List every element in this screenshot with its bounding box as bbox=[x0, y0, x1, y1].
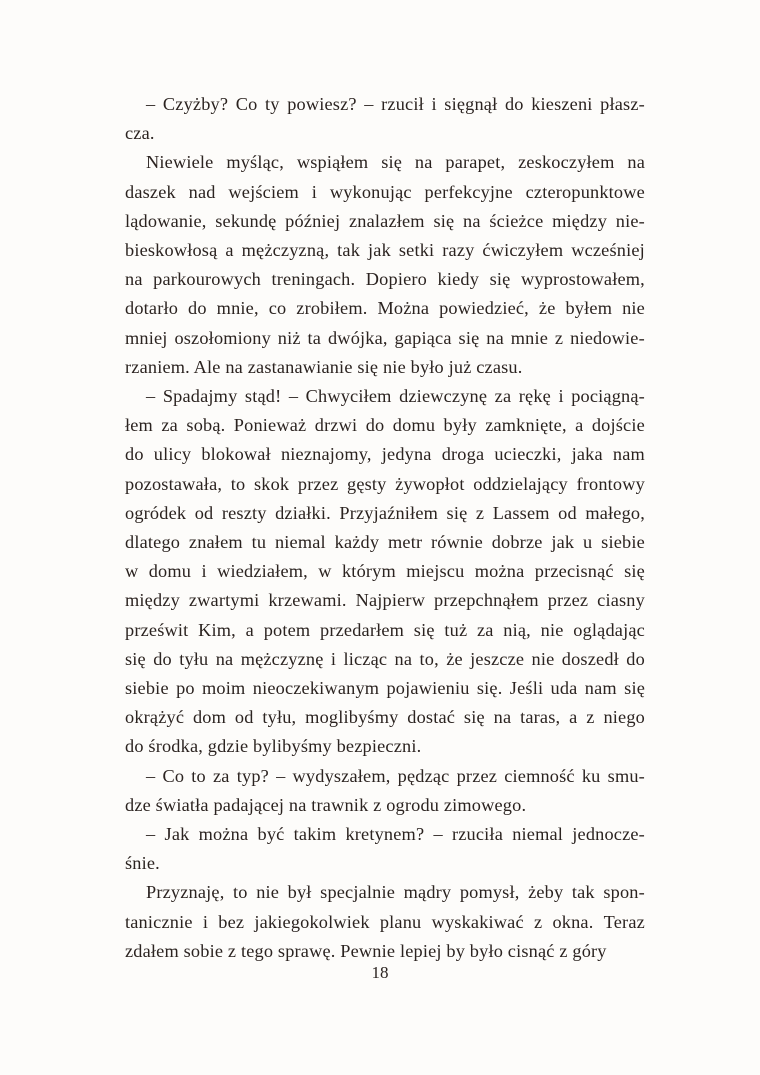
text-run: cza. bbox=[125, 123, 155, 144]
text-run: tyłu, bbox=[262, 707, 297, 728]
text-run: zrobiłem. bbox=[296, 298, 368, 319]
text-run: łem bbox=[125, 415, 153, 436]
text-run: na bbox=[414, 152, 433, 173]
text-run: można bbox=[198, 824, 249, 845]
text-run: żywopłot bbox=[395, 473, 465, 494]
text-run: jaka bbox=[571, 444, 603, 465]
text-run: Czyżby? bbox=[162, 94, 229, 114]
text-run: ścieżce bbox=[489, 210, 544, 231]
text-run: Spadajmy bbox=[162, 386, 238, 407]
text-run: się bbox=[125, 648, 146, 669]
text-line bbox=[125, 732, 645, 761]
text-run: okna. bbox=[552, 911, 594, 932]
text-run: wyprostowałem, bbox=[521, 269, 645, 290]
paragraph bbox=[125, 148, 645, 382]
text-line bbox=[125, 703, 645, 732]
text-run: powiesz? bbox=[287, 94, 357, 114]
text-run: Przyjaźniłem bbox=[339, 502, 439, 523]
text-run: – bbox=[433, 824, 443, 845]
text-run: dojście bbox=[591, 415, 645, 436]
text-run: do bbox=[626, 648, 645, 669]
text-run: to bbox=[230, 473, 246, 494]
text-run: przedarłem bbox=[320, 619, 405, 640]
text-run: równie bbox=[431, 532, 483, 553]
text-run: nie bbox=[531, 648, 555, 669]
text-line bbox=[125, 119, 645, 148]
text-run: jednocze- bbox=[572, 824, 645, 845]
text-run: nie bbox=[540, 619, 564, 640]
text-run: niemal bbox=[274, 532, 326, 553]
text-run: po bbox=[176, 678, 195, 699]
text-run: parapet, bbox=[445, 152, 506, 173]
text-run: taras, bbox=[520, 707, 561, 728]
paragraph bbox=[125, 90, 645, 148]
text-run: do bbox=[125, 444, 144, 465]
text-run: między bbox=[552, 210, 608, 231]
text-run: później bbox=[285, 210, 341, 231]
text-run: rękę bbox=[518, 386, 551, 407]
text-run: sięgnął bbox=[444, 94, 498, 114]
text-run: się bbox=[489, 269, 511, 290]
text-run: i bbox=[558, 386, 564, 407]
text-run: się bbox=[446, 502, 468, 523]
text-run: nad bbox=[188, 181, 216, 202]
text-run: znalazłem bbox=[348, 210, 425, 231]
text-run: co bbox=[268, 298, 287, 319]
text-run: ku bbox=[581, 765, 601, 786]
text-run: ciemność bbox=[504, 765, 575, 786]
text-run: z bbox=[475, 502, 485, 523]
text-run: nie bbox=[622, 298, 645, 319]
text-run: okrążyć bbox=[125, 707, 185, 728]
text-run: pojawieniu bbox=[386, 678, 470, 699]
page-number: 18 bbox=[371, 963, 389, 982]
text-run: drzwi bbox=[314, 415, 358, 436]
text-run: dotarło bbox=[125, 298, 179, 319]
text-run: ta bbox=[307, 327, 322, 348]
text-run: na bbox=[627, 152, 645, 173]
text-run: przez bbox=[456, 765, 498, 786]
text-run: którym bbox=[341, 561, 396, 582]
text-run: stąd! bbox=[244, 386, 282, 407]
text-run: jak bbox=[551, 532, 575, 553]
text-run: niedowie- bbox=[570, 327, 645, 348]
text-run: Co bbox=[235, 94, 258, 114]
text-line bbox=[125, 90, 645, 119]
text-run: wiedziałem, bbox=[217, 561, 308, 582]
text-run: za bbox=[494, 386, 512, 407]
page-text-block bbox=[125, 90, 645, 966]
text-run: z bbox=[586, 707, 595, 728]
paragraph bbox=[125, 382, 645, 762]
text-run: dobrze bbox=[491, 532, 543, 553]
text-run: mężczyznę bbox=[240, 648, 324, 669]
text-run: mądry bbox=[403, 882, 452, 903]
text-run: dwójka, bbox=[327, 327, 388, 348]
text-run: płasz- bbox=[600, 94, 645, 114]
text-run: mnie, bbox=[216, 298, 259, 319]
paragraph bbox=[125, 878, 645, 966]
text-run: wydyszałem, bbox=[292, 765, 391, 786]
text-run: planu bbox=[379, 911, 422, 932]
text-line bbox=[125, 528, 645, 557]
text-run: zwartymi bbox=[188, 590, 260, 611]
text-run: daszek bbox=[125, 181, 176, 202]
text-line bbox=[125, 353, 645, 382]
text-run: z bbox=[554, 327, 564, 348]
text-run: sobą. bbox=[186, 415, 226, 436]
text-run: ćwiczyłem bbox=[482, 240, 564, 261]
text-run: na bbox=[493, 707, 512, 728]
text-run: blokował bbox=[201, 444, 271, 465]
text-line bbox=[125, 586, 645, 615]
text-run: Można bbox=[377, 298, 430, 319]
text-run: każdy bbox=[334, 532, 380, 553]
text-line bbox=[125, 616, 645, 645]
text-run: się. bbox=[476, 678, 503, 699]
text-run: na bbox=[463, 210, 481, 231]
text-run: bez bbox=[218, 911, 245, 932]
text-run: na bbox=[394, 648, 413, 669]
text-run: a bbox=[245, 619, 254, 640]
text-run: zeskoczyłem bbox=[518, 152, 615, 173]
text-run: na bbox=[125, 269, 143, 290]
text-line bbox=[125, 820, 645, 849]
text-line bbox=[125, 236, 645, 265]
text-run: można bbox=[474, 561, 525, 582]
text-run: Chwyciłem bbox=[305, 386, 392, 407]
text-run: setki bbox=[398, 240, 435, 261]
text-run: tak bbox=[337, 240, 361, 261]
text-run: tanicznie bbox=[125, 911, 193, 932]
text-run: się bbox=[413, 619, 435, 640]
text-run: to bbox=[233, 882, 248, 903]
text-run: do bbox=[504, 94, 524, 114]
text-run: mężczyzną, bbox=[241, 240, 330, 261]
text-run: znałem bbox=[188, 532, 243, 553]
text-run: takim bbox=[293, 824, 337, 845]
text-run: do bbox=[188, 298, 207, 319]
text-run: Co bbox=[162, 765, 185, 786]
text-run: był bbox=[287, 882, 312, 903]
text-run: Teraz bbox=[603, 911, 645, 932]
text-run: doszedł bbox=[561, 648, 619, 669]
text-run: niemal bbox=[512, 824, 564, 845]
text-run: rzaniem. Ale na zastanawianie się nie było już czasu. bbox=[125, 356, 523, 377]
text-line bbox=[125, 791, 645, 820]
text-run: siebie bbox=[601, 532, 645, 553]
text-run: typ? bbox=[236, 765, 269, 786]
text-run: – bbox=[146, 765, 156, 786]
paragraph bbox=[125, 820, 645, 878]
text-line bbox=[125, 937, 645, 966]
text-run: domu bbox=[392, 415, 436, 436]
text-run: między bbox=[125, 590, 180, 611]
text-line bbox=[125, 294, 645, 323]
text-line bbox=[125, 382, 645, 411]
text-line bbox=[125, 557, 645, 586]
text-run: Niewiele bbox=[146, 152, 214, 173]
text-run: pociągną- bbox=[571, 386, 645, 407]
text-run: w bbox=[125, 561, 139, 582]
text-run: spon- bbox=[603, 882, 645, 903]
text-run: dostać bbox=[407, 707, 456, 728]
text-line bbox=[125, 178, 645, 207]
text-run: jedyna bbox=[381, 444, 432, 465]
text-run: u bbox=[583, 532, 593, 553]
text-run: że bbox=[538, 298, 556, 319]
text-run: Dopiero bbox=[365, 269, 427, 290]
text-run: wykonując bbox=[329, 181, 412, 202]
text-run: i bbox=[311, 181, 318, 202]
text-run: siebie bbox=[125, 678, 169, 699]
text-run: ulicy bbox=[153, 444, 192, 465]
text-line bbox=[125, 849, 645, 878]
text-run: prześwit bbox=[125, 619, 189, 640]
text-run: od bbox=[558, 502, 577, 523]
text-run: nieznajomy, bbox=[280, 444, 372, 465]
text-run: Jeśli bbox=[509, 678, 544, 699]
text-run: przez bbox=[297, 473, 339, 494]
text-run: nam bbox=[584, 678, 617, 699]
text-run: tu bbox=[251, 532, 267, 553]
text-line bbox=[125, 878, 645, 907]
text-run: niż bbox=[277, 327, 301, 348]
text-run: a bbox=[569, 707, 578, 728]
text-run: lądowanie, bbox=[125, 210, 207, 231]
text-run: specjalnie bbox=[320, 882, 396, 903]
text-run: byłem bbox=[565, 298, 613, 319]
text-run: domu bbox=[148, 561, 192, 582]
text-line bbox=[125, 470, 645, 499]
text-run: i bbox=[330, 648, 337, 669]
text-run: parkourowych bbox=[153, 269, 261, 290]
text-run: przez bbox=[547, 590, 589, 611]
text-run: krzewami. bbox=[268, 590, 347, 611]
text-run: nie bbox=[256, 882, 280, 903]
text-line bbox=[125, 908, 645, 937]
text-run: dze światła padającej na trawnik z ogrodu zimowego. bbox=[125, 794, 527, 815]
text-run: kretynem? bbox=[345, 824, 425, 845]
text-run: się bbox=[624, 678, 645, 699]
text-line bbox=[125, 762, 645, 791]
text-run: pędząc bbox=[397, 765, 450, 786]
text-line bbox=[125, 207, 645, 236]
text-run: niego bbox=[603, 707, 645, 728]
text-run: metr bbox=[388, 532, 423, 553]
text-run: miejscu bbox=[406, 561, 465, 582]
text-run: za bbox=[476, 619, 494, 640]
text-run: razy bbox=[442, 240, 475, 261]
text-run: nieoczekiwanym bbox=[252, 678, 380, 699]
text-run: tak bbox=[571, 882, 595, 903]
text-run: licząc bbox=[343, 648, 388, 669]
text-run: w bbox=[318, 561, 332, 582]
text-run: uda bbox=[550, 678, 578, 699]
text-run: od bbox=[194, 502, 214, 523]
text-run: jak bbox=[368, 240, 391, 261]
text-line bbox=[125, 324, 645, 353]
text-run: – bbox=[146, 386, 156, 407]
text-run: Lassem bbox=[492, 502, 550, 523]
text-run: moim bbox=[202, 678, 246, 699]
text-run: wspiąłem bbox=[296, 152, 369, 173]
text-run: to bbox=[191, 765, 206, 786]
text-run: się bbox=[624, 561, 645, 582]
text-run: rzuciła bbox=[451, 824, 503, 845]
text-run: kieszeni bbox=[531, 94, 593, 114]
text-run: się bbox=[433, 210, 455, 231]
text-run: a bbox=[225, 240, 234, 261]
text-run: nam bbox=[612, 444, 645, 465]
text-run: powiedzieć, bbox=[439, 298, 529, 319]
text-run: bieskowłosą bbox=[125, 240, 218, 261]
text-run: – bbox=[288, 386, 299, 407]
text-run: skok bbox=[253, 473, 290, 494]
text-run: na bbox=[486, 327, 504, 348]
text-line bbox=[125, 440, 645, 469]
paragraph bbox=[125, 762, 645, 820]
text-run: zdałem sobie z tego sprawę. Pewnie lepiej by było cisnąć z góry bbox=[125, 940, 607, 961]
text-run: – bbox=[276, 765, 286, 786]
text-run: moglibyśmy bbox=[305, 707, 399, 728]
text-run: to, bbox=[419, 648, 439, 669]
text-run: myśląc, bbox=[226, 152, 284, 173]
text-line bbox=[125, 148, 645, 177]
text-run: wejściem bbox=[228, 181, 299, 202]
text-run: się bbox=[463, 707, 485, 728]
text-run: oszołomiony bbox=[174, 327, 271, 348]
text-line bbox=[125, 411, 645, 440]
text-run: na bbox=[215, 648, 234, 669]
text-run: ogródek bbox=[125, 502, 187, 523]
text-run: smu- bbox=[607, 765, 645, 786]
text-run: zamknięte, bbox=[485, 415, 567, 436]
text-line bbox=[125, 265, 645, 294]
text-run: nią, bbox=[503, 619, 531, 640]
text-run: śnie. bbox=[125, 853, 160, 874]
text-run: działki. bbox=[275, 502, 331, 523]
text-run: pomysł, bbox=[459, 882, 520, 903]
text-run: do środka, gdzie bylibyśmy bezpieczni. bbox=[125, 736, 422, 757]
text-run: treningach. bbox=[271, 269, 356, 290]
text-line bbox=[125, 674, 645, 703]
text-run: potem bbox=[263, 619, 311, 640]
text-run: do bbox=[153, 648, 172, 669]
text-run: się bbox=[458, 327, 480, 348]
text-run: Ponieważ bbox=[233, 415, 307, 436]
text-run: gęsty bbox=[347, 473, 387, 494]
text-run: dlatego bbox=[125, 532, 181, 553]
text-run: i bbox=[201, 561, 207, 582]
text-run: się bbox=[381, 152, 403, 173]
text-run: mnie bbox=[510, 327, 549, 348]
text-run: perfekcyjne bbox=[424, 181, 513, 202]
text-run: tyłu bbox=[179, 648, 209, 669]
text-run: ty bbox=[265, 94, 280, 114]
text-run: czteropunktowe bbox=[525, 181, 645, 202]
text-run: Jak bbox=[164, 824, 190, 845]
text-run: pozostawała, bbox=[125, 473, 223, 494]
text-run: – bbox=[146, 94, 156, 114]
text-run: i bbox=[202, 911, 209, 932]
text-run: do bbox=[365, 415, 385, 436]
text-run: oddzielający bbox=[473, 473, 568, 494]
text-run: jakiegokolwiek bbox=[254, 911, 370, 932]
text-run: Kim, bbox=[198, 619, 236, 640]
text-run: Najpierw bbox=[355, 590, 426, 611]
text-run: tuż bbox=[444, 619, 468, 640]
text-run: sekundę bbox=[215, 210, 277, 231]
text-run: – bbox=[364, 94, 374, 114]
text-run: rzucił bbox=[381, 94, 424, 114]
text-run: nie- bbox=[615, 210, 645, 231]
text-run: a bbox=[575, 415, 584, 436]
text-run: od bbox=[234, 707, 254, 728]
text-run: ucieczki, bbox=[494, 444, 562, 465]
text-run: – bbox=[146, 824, 156, 845]
text-line bbox=[125, 645, 645, 674]
text-run: przecisnąć bbox=[534, 561, 614, 582]
text-run: za bbox=[161, 415, 178, 436]
text-run: z bbox=[533, 911, 543, 932]
text-run: kiedy bbox=[437, 269, 480, 290]
text-run: droga bbox=[441, 444, 485, 465]
text-run: że bbox=[446, 648, 463, 669]
text-run: ciasny bbox=[597, 590, 645, 611]
text-run: dom bbox=[192, 707, 227, 728]
text-run: Przyznaję, bbox=[146, 882, 225, 903]
text-run: przepchnąłem bbox=[434, 590, 539, 611]
text-run: gapiąca bbox=[394, 327, 452, 348]
text-run: żeby bbox=[528, 882, 564, 903]
text-run: być bbox=[257, 824, 285, 845]
text-run: za bbox=[213, 765, 230, 786]
text-run: mniej bbox=[125, 327, 168, 348]
text-run: były bbox=[443, 415, 477, 436]
text-run: dziewczynę bbox=[399, 386, 488, 407]
text-run: wcześniej bbox=[571, 240, 645, 261]
text-run: oglądając bbox=[573, 619, 645, 640]
text-run: frontowy bbox=[576, 473, 645, 494]
text-run: wyskakiwać bbox=[431, 911, 524, 932]
text-run: reszty bbox=[221, 502, 267, 523]
text-line bbox=[125, 499, 645, 528]
text-run: małego, bbox=[585, 502, 645, 523]
text-run: i bbox=[431, 94, 437, 114]
text-run: jeszcze bbox=[470, 648, 525, 669]
